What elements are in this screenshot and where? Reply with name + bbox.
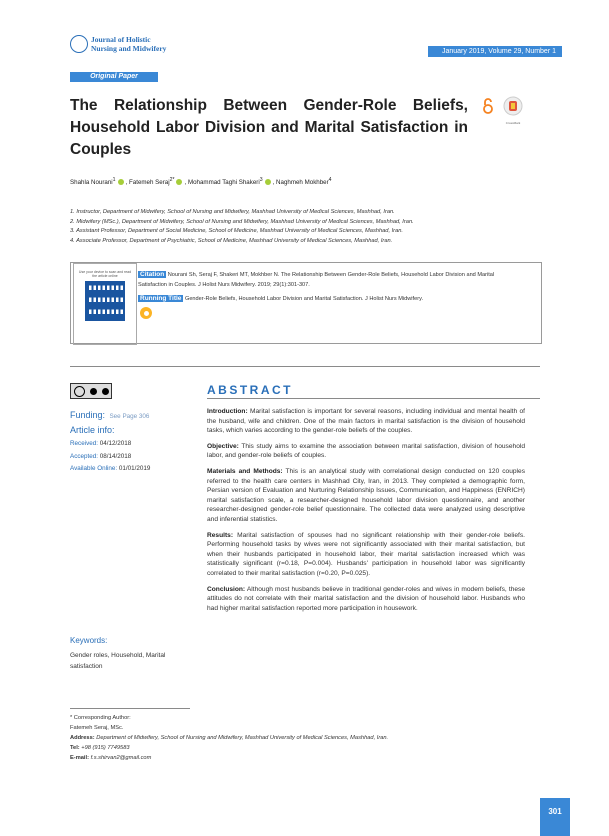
affiliation-4: 4. Associate Professor, Department of Psychiatric, School of Medicine, Mashhad University of Medical Sciences, Mashhad, Iran. bbox=[70, 237, 393, 244]
article-info-heading: Article info: bbox=[70, 425, 115, 435]
funding-link[interactable]: See Page 306 bbox=[109, 413, 150, 420]
qr-frame bbox=[73, 263, 137, 345]
abstract-objective: Objective: This study aims to examine the association between marital satisfaction, division of household labor, and gender-role beliefs of couples. bbox=[207, 442, 525, 460]
journal-name-line1: Journal of Holistic bbox=[91, 35, 151, 44]
corresponding-tel: Tel: +98 (915) 7749583 bbox=[70, 745, 130, 751]
affiliation-1: 1. Instructor, Department of Midwifery, School of Nursing and Midwifery, Mashhad University of Medical Sciences, Mashhad, Iran. bbox=[70, 209, 395, 215]
funding-label: Funding: bbox=[70, 410, 106, 420]
journal-logo bbox=[70, 35, 166, 53]
issue-bar: January 2019, Volume 29, Number 1 bbox=[428, 46, 562, 57]
received-date: Received: 04/12/2018 bbox=[70, 440, 132, 447]
abstract-rule bbox=[207, 398, 540, 399]
keywords-heading: Keywords: bbox=[70, 636, 108, 645]
abstract-introduction: Introduction: Marital satisfaction is important for several reasons, including individual and mental health of the husband, wife and children. One of the main factors in marital satisfaction is the division of household tasks, which varies according to the gender-role beliefs of the couples. bbox=[207, 408, 525, 435]
corresponding-author bbox=[70, 713, 520, 763]
running-title bbox=[138, 294, 518, 305]
cc-license-icon[interactable] bbox=[70, 383, 112, 399]
citation bbox=[138, 270, 518, 290]
open-access-icon bbox=[483, 98, 493, 114]
abstract-methods: Materials and Methods: This is an analytical study with correlational design conducted on 120 couples referred to the health care centers in Mashhad City, Iran, in 2013. They completed a demographic form, Persian version of Evaluation and Nurturing Relationship Issues, Communication, and Happiness (ENRICH) marital satisfaction scale, a researcher-designed household labor division questionnaire, and another researcher-designed gender-role belief questionnaire. The collected data were analyzed using descriptive and inferential statistics. bbox=[207, 467, 525, 523]
keywords: Gender roles, Household, Marital satisfaction bbox=[70, 652, 166, 670]
qr-caption: Use your device to scan and read the article online bbox=[78, 270, 132, 278]
abstract-body bbox=[207, 407, 525, 619]
author-3: Mohammad Taghi Shakeri$^3$ , bbox=[187, 177, 275, 187]
affiliation-2: 2. Midwifery (MSc.), Department of Midwifery, School of Nursing and Midwifery, Mashhad University of Medical Sciences, Mashhad, Iran. bbox=[70, 218, 414, 225]
orcid-icon[interactable] bbox=[265, 179, 271, 185]
corresponding-name: Fatemeh Seraj, MSc. bbox=[70, 725, 124, 731]
citation-label: Citation bbox=[140, 271, 165, 278]
footer-rule bbox=[70, 708, 190, 709]
article-title: The Relationship Between Gender-Role Beliefs, Household Labor Division and Marital Satisfaction in Couples bbox=[70, 97, 468, 158]
corresponding-email: E-mail: f.s.shirvan2@gmail.com bbox=[70, 755, 152, 761]
journal-name-line2: Nursing and Midwifery bbox=[91, 44, 167, 53]
funding bbox=[70, 405, 149, 423]
affiliations bbox=[70, 208, 540, 246]
abstract-conclusion: Conclusion: Although most husbands believe in traditional gender-roles and wives in modern beliefs, these attitudes do not correlate with their marital satisfaction and the division of household labor. Husbands who had higher marital satisfaction reported more participation in housework. bbox=[207, 585, 526, 612]
author-list bbox=[70, 177, 332, 186]
crossmark-label: CrossMark bbox=[505, 121, 521, 125]
crossmark-icon[interactable] bbox=[502, 96, 524, 125]
author-2: Fatemeh Seraj$^{2*}$ , bbox=[129, 177, 187, 187]
author-1: Shahla Nourani$^1$ , bbox=[70, 177, 128, 187]
doi-icon[interactable] bbox=[140, 307, 152, 319]
citation-text: Nourani Sh, Seraj F, Shakeri MT, Mokhber N. The Relationship Between Gender-Role Beliefs, Household Labor Division and Marital Satisfaction in Couples. J Holist Nurs Midwifery. 2019; 29(1):301-307. bbox=[138, 272, 495, 288]
abstract-heading: ABSTRACT bbox=[207, 383, 293, 397]
accepted-date: Accepted: 08/14/2018 bbox=[70, 453, 132, 460]
abstract-results: Results: Marital satisfaction of spouses had no significant relationship with their gender-role beliefs. Performing household tasks by wives were not significantly associated with their marital satisfaction, but when their husbands participated in household labor, their marital satisfaction increased which was statistically significant (r=0.18, P=0.004). Husbands' participation in household labor was significantly correlated to their marital satisfaction (r=0.20, P=0.025). bbox=[207, 531, 525, 577]
corresponding-heading: * Corresponding Author: bbox=[70, 715, 131, 721]
online-date: Available Online: 01/01/2019 bbox=[70, 465, 151, 472]
running-title-text: Gender-Role Beliefs, Household Labor Division and Marital Satisfaction. J Holist Nurs Midwifery. bbox=[184, 296, 424, 302]
qr-code-icon[interactable] bbox=[85, 281, 125, 321]
article-type-badge: Original Paper bbox=[70, 72, 158, 82]
orcid-icon[interactable] bbox=[118, 179, 124, 185]
author-4: Naghmeh Mokhber$^4$ bbox=[276, 177, 332, 187]
running-title-label: Running Title bbox=[140, 295, 182, 302]
section-divider bbox=[70, 366, 540, 367]
journal-emblem-icon bbox=[70, 35, 88, 53]
orcid-icon[interactable] bbox=[176, 179, 182, 185]
corresponding-address: Address: Department of Midwifery, School of Nursing and Midwifery, Mashhad University of Medical Sciences, Mashhad, Iran. bbox=[70, 735, 389, 741]
page-number: 301 bbox=[540, 798, 570, 836]
affiliation-3: 3. Assistant Professor, Department of Social Medicine, School of Medicine, Mashhad University of Medical Sciences, Mashhad, Iran. bbox=[70, 228, 403, 234]
